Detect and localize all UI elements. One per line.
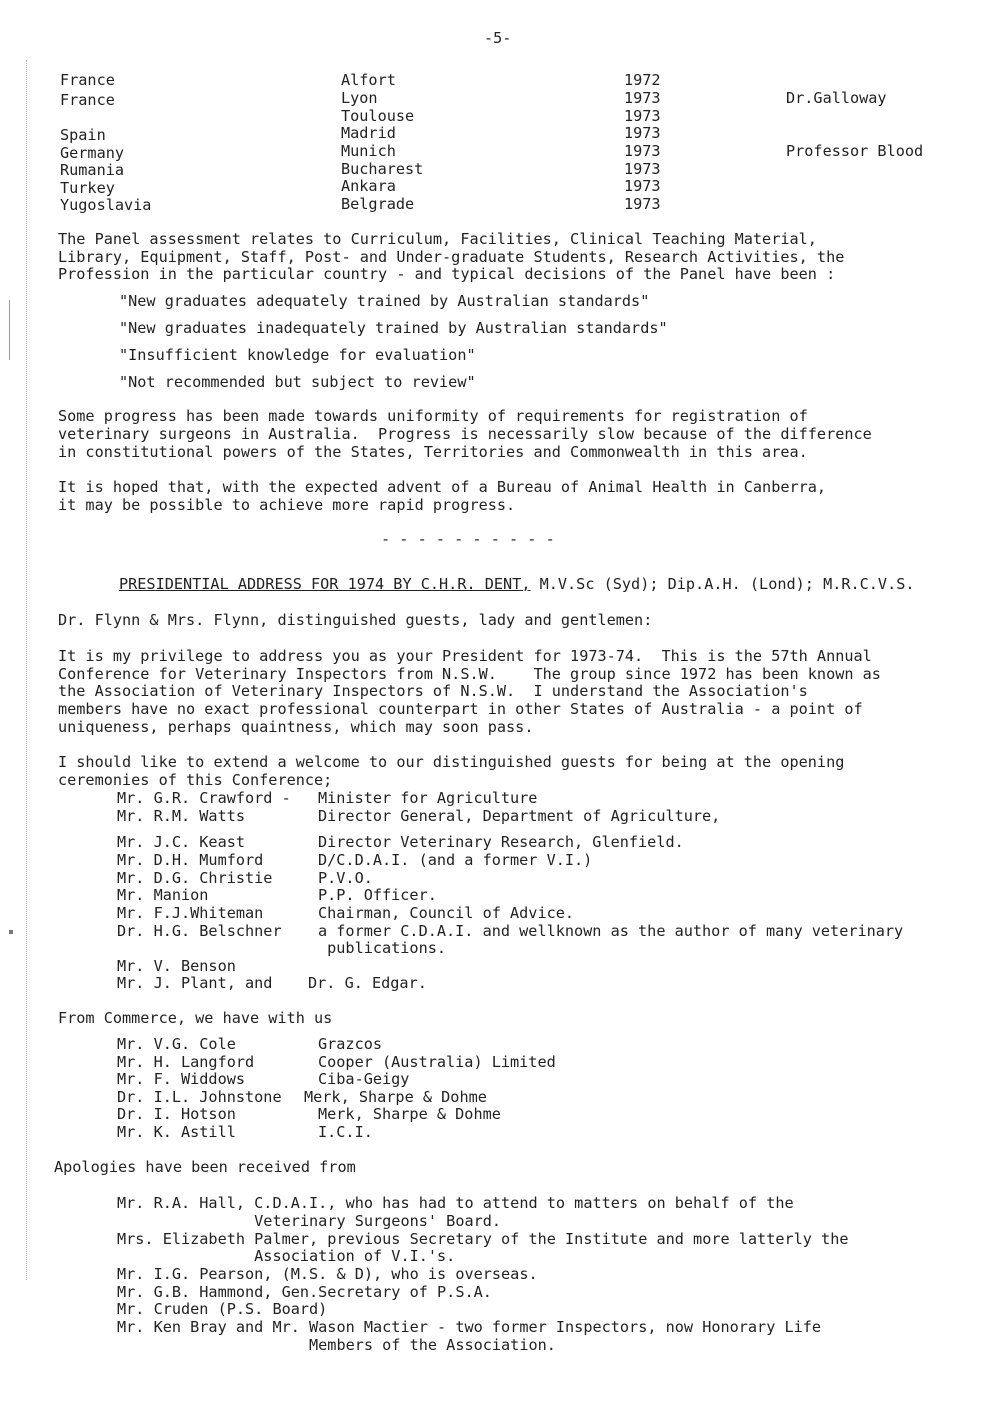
text-line: Profession in the particular country - and typical decisions of the Panel have been : xyxy=(58,265,836,283)
year-cell: 1973 xyxy=(624,124,661,142)
guest-name: Dr. I. Hotson xyxy=(117,1105,236,1123)
text-line: It is my privilege to address you as your President for 1973-74. This is the 57th Annual xyxy=(58,647,872,665)
text-line: Library, Equipment, Staff, Post- and Under-graduate Students, Research Activities, the xyxy=(58,248,845,266)
list-item: Association of V.I.'s. xyxy=(117,1247,456,1265)
guest-name: Dr. H.G. Belschner xyxy=(117,922,282,940)
list-item: Mr. G.B. Hammond, Gen.Secretary of P.S.A. xyxy=(117,1283,492,1301)
city-cell: Lyon xyxy=(341,89,378,107)
city-cell: Madrid xyxy=(341,124,396,142)
guest-role: Minister for Agriculture xyxy=(318,789,538,807)
text-line: I should like to extend a welcome to our distinguished guests for being at the opening xyxy=(58,753,845,771)
section-heading xyxy=(119,576,915,593)
guest-name: Mr. F.J.Whiteman xyxy=(117,904,264,922)
city-cell: Munich xyxy=(341,142,396,160)
list-item: Veterinary Surgeons' Board. xyxy=(117,1212,502,1230)
text-line: Some progress has been made towards uniformity of requirements for registration of xyxy=(58,407,808,425)
text-line: The Panel assessment relates to Curriculum, Facilities, Clinical Teaching Material, xyxy=(58,230,817,248)
guest-name: Mr. D.G. Christie xyxy=(117,869,273,887)
decision-item: "Insufficient knowledge for evaluation" xyxy=(119,346,476,364)
heading-credentials: M.V.Sc (Syd); Dip.A.H. (Lond); M.R.C.V.S. xyxy=(530,575,915,593)
year-cell: 1973 xyxy=(624,160,661,178)
country-cell: Turkey xyxy=(60,179,115,197)
guest-name: Mr. R.M. Watts xyxy=(117,807,246,825)
section-separator: - - - - - - - - - - xyxy=(381,530,555,548)
country-cell: Spain xyxy=(60,126,106,144)
city-cell: Belgrade xyxy=(341,195,415,213)
text-line: ceremonies of this Conference; xyxy=(58,771,333,789)
apologies-intro: Apologies have been received from xyxy=(54,1158,356,1176)
guest-role: publications. xyxy=(318,939,447,957)
guest-name: Dr. I.L. Johnstone xyxy=(117,1088,282,1106)
year-cell: 1973 xyxy=(624,177,661,195)
country-cell: Germany xyxy=(60,144,125,162)
company-name: Grazcos xyxy=(318,1035,383,1053)
list-item: Mr. R.A. Hall, C.D.A.I., who has had to attend to matters on behalf of the xyxy=(117,1194,794,1212)
text-line: Conference for Veterinary Inspectors from N.S.W. The group since 1972 has been known as xyxy=(58,665,881,683)
text-line: veterinary surgeons in Australia. Progress is necessarily slow because of the difference xyxy=(58,425,872,443)
guest-name: Mr. H. Langford xyxy=(117,1053,255,1071)
text-line: uniqueness, perhaps quaintness, which may soon pass. xyxy=(58,718,534,736)
guest-role: Chairman, Council of Advice. xyxy=(318,904,575,922)
year-cell: 1973 xyxy=(624,89,661,107)
text-line: members have no exact professional counterpart in other States of Australia - a point of xyxy=(58,700,863,718)
guest-name: Mr. J. Plant, and xyxy=(117,974,273,992)
year-cell: 1973 xyxy=(624,107,661,125)
guest-name: Mr. Manion xyxy=(117,886,209,904)
guest-name: Mr. D.H. Mumford xyxy=(117,851,264,869)
company-name: I.C.I. xyxy=(318,1123,373,1141)
guest-name: Mr. V.G. Cole xyxy=(117,1035,236,1053)
page-number: -5- xyxy=(484,29,512,47)
text-line: in constitutional powers of the States, Territories and Commonwealth in this area. xyxy=(58,443,808,461)
guest-role: P.V.O. xyxy=(318,869,373,887)
text-line: It is hoped that, with the expected advent of a Bureau of Animal Health in Canberra, xyxy=(58,478,827,496)
note-cell: Dr.Galloway xyxy=(786,89,887,107)
country-cell: Yugoslavia xyxy=(60,196,152,214)
list-item: Mr. Cruden (P.S. Board) xyxy=(117,1300,328,1318)
salutation: Dr. Flynn & Mrs. Flynn, distinguished guests, lady and gentlemen: xyxy=(58,611,653,629)
heading-title: PRESIDENTIAL ADDRESS FOR 1974 BY C.H.R. DENT, xyxy=(119,575,531,593)
guest-role: a former C.D.A.I. and wellknown as the author of many veterinary xyxy=(318,922,904,940)
company-name: Cooper (Australia) Limited xyxy=(318,1053,556,1071)
guest-role: Director Veterinary Research, Glenfield. xyxy=(318,833,684,851)
country-cell: France xyxy=(60,91,115,109)
decision-item: "New graduates inadequately trained by Australian standards" xyxy=(119,319,668,337)
guest-name: Mr. J.C. Keast xyxy=(117,833,246,851)
list-item: Mr. I.G. Pearson, (M.S. & D), who is overseas. xyxy=(117,1265,538,1283)
company-name: Ciba-Geigy xyxy=(318,1070,410,1088)
binding-dot xyxy=(9,930,13,934)
country-cell: France xyxy=(60,71,115,89)
city-cell: Alfort xyxy=(341,71,396,89)
city-cell: Ankara xyxy=(341,177,396,195)
year-cell: 1973 xyxy=(624,195,661,213)
commerce-intro: From Commerce, we have with us xyxy=(58,1009,333,1027)
year-cell: 1972 xyxy=(624,71,661,89)
company-name: Merk, Sharpe & Dohme xyxy=(318,1105,501,1123)
city-cell: Toulouse xyxy=(341,107,415,125)
guest-name: Mr. G.R. Crawford - xyxy=(117,789,291,807)
note-cell: Professor Blood xyxy=(786,142,924,160)
guest-role: D/C.D.A.I. (and a former V.I.) xyxy=(318,851,593,869)
list-item: Mrs. Elizabeth Palmer, previous Secretary of the Institute and more latterly the xyxy=(117,1230,849,1248)
guest-name: Mr. V. Benson xyxy=(117,957,236,975)
guest-role: Director General, Department of Agriculture, xyxy=(318,807,721,825)
country-cell: Rumania xyxy=(60,161,125,179)
text-line: it may be possible to achieve more rapid progress. xyxy=(58,496,516,514)
list-item: Mr. Ken Bray and Mr. Wason Mactier - two former Inspectors, now Honorary Life xyxy=(117,1318,822,1336)
guest-role: Dr. G. Edgar. xyxy=(308,974,427,992)
decision-item: "Not recommended but subject to review" xyxy=(119,373,476,391)
list-item: Members of the Association. xyxy=(117,1336,556,1354)
guest-name: Mr. F. Widdows xyxy=(117,1070,246,1088)
company-name: Merk, Sharpe & Dohme xyxy=(304,1088,487,1106)
decision-item: "New graduates adequately trained by Australian standards" xyxy=(119,292,650,310)
text-line: the Association of Veterinary Inspectors of N.S.W. I understand the Association's xyxy=(58,682,808,700)
binding-mark xyxy=(9,300,10,360)
binding-edge xyxy=(26,60,39,1280)
guest-role: P.P. Officer. xyxy=(318,886,437,904)
guest-name: Mr. K. Astill xyxy=(117,1123,236,1141)
year-cell: 1973 xyxy=(624,142,661,160)
city-cell: Bucharest xyxy=(341,160,424,178)
